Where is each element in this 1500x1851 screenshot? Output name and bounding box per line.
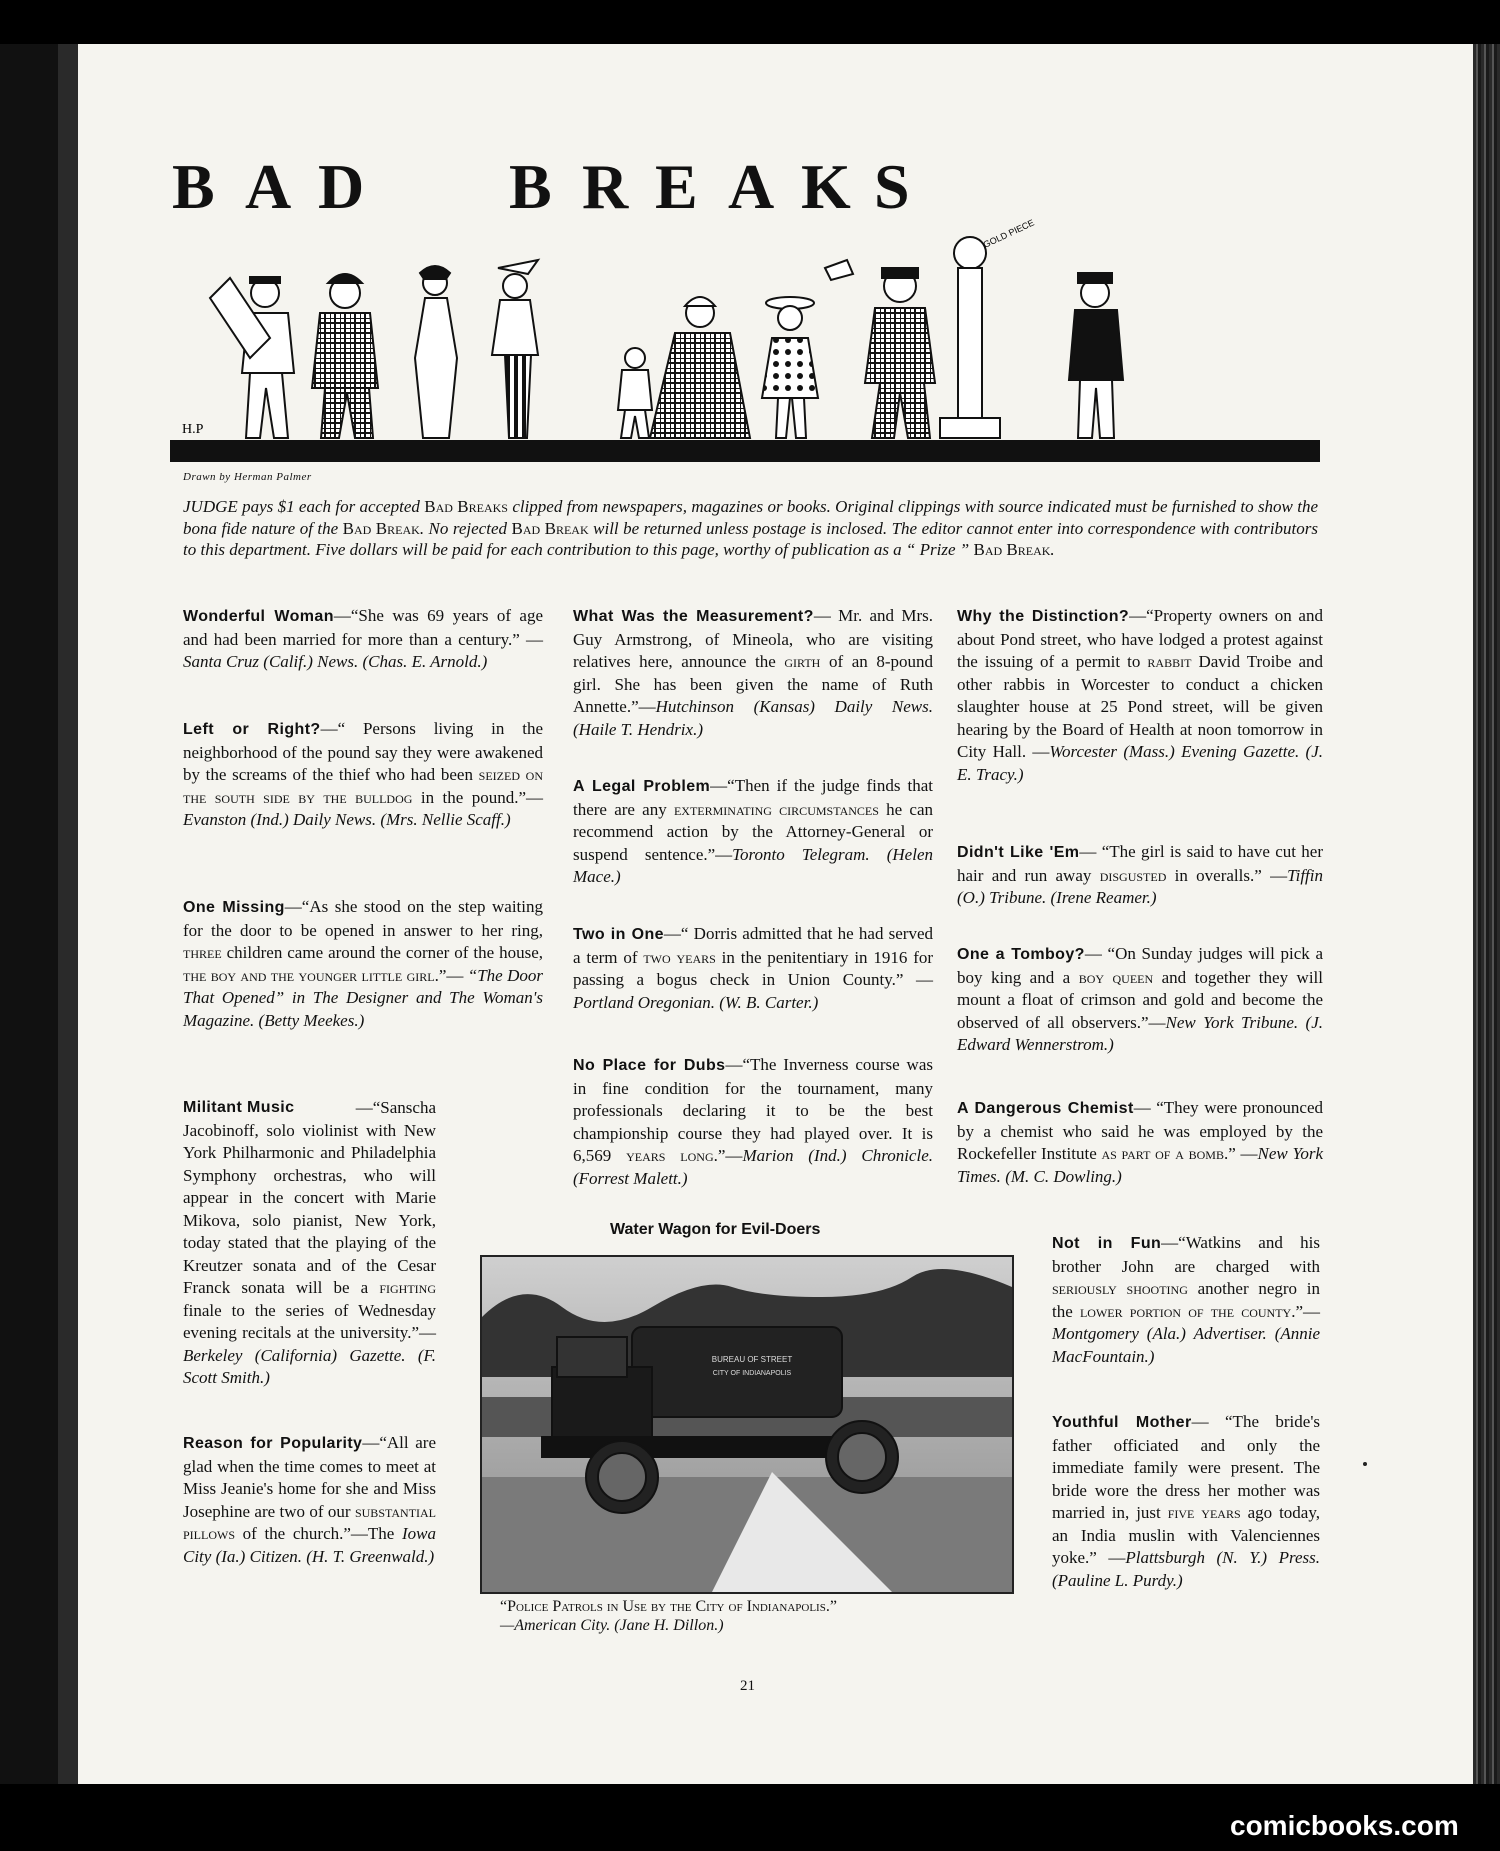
item-emphasis: rabbit	[1147, 652, 1192, 671]
item-source: Tiffin (O.) Tribune.	[957, 865, 1323, 907]
item-source: Hutchinson (Kansas) Daily News.	[655, 697, 933, 716]
book-binding-edge	[58, 44, 78, 1784]
item-source: New York Times.	[957, 1144, 1324, 1186]
item-body: he can recommend action by the Attorney-General or suspend sentence.”—	[573, 799, 934, 864]
item-emphasis: disgusted	[1099, 865, 1167, 885]
item-source: Montgomery (Ala.) Advertiser.	[1052, 1324, 1267, 1343]
item-contributor: (Forrest Malett.)	[573, 1168, 688, 1188]
item-heading: Why the Distinction?	[957, 608, 1130, 625]
item-emphasis: as part of a bomb.	[1101, 1144, 1229, 1163]
item-body: —“She was 69 years of age and had been married for more than a century.” —	[183, 606, 543, 649]
item-body: — “They were pronounced by a chemist who said he was employed by the Rockefeller Institute	[957, 1098, 1323, 1163]
intro-text: JUDGE pays $1 each for accepted	[183, 497, 420, 516]
bad-break-item	[183, 718, 543, 832]
item-body: — “On Sunday judges will pick a boy king and a	[957, 944, 1324, 987]
item-body: another negro in the	[1052, 1279, 1321, 1321]
item-body: of the church.”—The	[242, 1524, 395, 1543]
intro-bad-breaks: Bad Break	[511, 518, 589, 538]
item-heading: Youthful Mother	[1052, 1414, 1192, 1431]
item-body: finale to the series of Wednesday evening recitals at the university.”—	[183, 1300, 436, 1342]
header-cartoon-illustration	[170, 217, 1320, 463]
item-body: — “The bride's father officiated and only the immediate family were present. The bride wore the dress her mother was married in, just	[1052, 1412, 1320, 1522]
page-stack-edge	[1473, 44, 1500, 1784]
item-heading: One a Tomboy?	[957, 946, 1085, 963]
item-source: Plattsburgh (N. Y.) Press.	[1125, 1548, 1320, 1567]
item-body: in the pound.”—	[420, 787, 543, 807]
intro-bad-breaks: Bad Breaks	[424, 497, 508, 516]
item-body: ” —	[1228, 1144, 1258, 1163]
bad-break-item	[1052, 1232, 1320, 1368]
intro-bad-breaks: Bad Break	[342, 518, 420, 538]
item-emphasis: exterminating circumstances	[673, 799, 879, 819]
caption-contributor: (Jane H. Dillon.)	[614, 1617, 724, 1634]
item-emphasis: three	[183, 943, 222, 962]
intro-text: .	[1050, 540, 1055, 559]
item-body: —“Watkins and his brother John are charged with	[1052, 1233, 1320, 1276]
intro-bad-breaks: Bad Break	[973, 540, 1051, 559]
item-contributor: (F. Scott Smith.)	[183, 1345, 436, 1387]
item-emphasis: seized on the south side by the bulldog	[183, 765, 543, 807]
page-title	[172, 150, 1322, 224]
item-heading: Reason for Popularity	[183, 1435, 363, 1452]
item-contributor: (J. Edward Wennerstrom.)	[957, 1012, 1323, 1054]
title-letter: S	[874, 151, 910, 222]
item-heading: Didn't Like 'Em	[957, 844, 1080, 861]
title-letter: B	[172, 151, 215, 222]
item-contributor: (J. E. Tracy.)	[957, 742, 1323, 784]
item-emphasis: girth	[784, 652, 821, 671]
tank-lettering: CITY OF INDIANAPOLIS	[712, 1370, 792, 1377]
bad-break-item	[183, 1432, 436, 1568]
intro-text: . No rejected	[419, 518, 507, 538]
item-contributor: (Betty Meekes.)	[258, 1010, 365, 1030]
cartoon-figure-boy	[618, 348, 652, 438]
item-heading: One Missing	[183, 899, 285, 916]
item-contributor: (Haile T. Hendrix.)	[573, 719, 703, 739]
cartoon-weighing-scale	[940, 237, 1000, 438]
item-body: and together they will mount a float of crimson and gold and become the observed of all observers.”—	[957, 967, 1323, 1032]
item-emphasis: seriously shooting	[1052, 1279, 1188, 1298]
item-body: children came around the corner of the house,	[226, 943, 544, 962]
item-contributor: (Mrs. Nellie Scaff.)	[380, 810, 511, 829]
item-contributor: (Helen Mace.)	[573, 844, 933, 886]
item-heading: Two in One	[573, 926, 664, 943]
item-body: of an 8-pound girl. She has been given the name of Ruth Annette.”—	[573, 652, 934, 716]
item-source: Worcester (Mass.) Evening Gazette.	[1049, 742, 1300, 761]
intro-text: will be returned unless postage is inclosed. The editor cannot enter into correspondence with contributors to this department. Five dollars will be paid for each contribution to this page, worthy of publication as a “ Prize ”	[183, 518, 1319, 559]
title-letter: R	[582, 151, 629, 222]
cartoon-figure-man-at-scale	[825, 260, 935, 438]
item-heading: No Place for Dubs	[573, 1057, 726, 1074]
item-heading: What Was the Measurement?	[573, 608, 814, 625]
cartoon-sign-text: GOLD PIECE	[981, 217, 1036, 250]
intro-paragraph	[183, 496, 1318, 561]
page-number: 21	[740, 1678, 755, 1694]
item-emphasis: five years	[1167, 1503, 1241, 1522]
bad-break-item	[957, 943, 1323, 1057]
title-letter: A	[728, 151, 775, 222]
cartoon-signature: H.P	[182, 422, 204, 437]
item-body: —“Sanscha Jacobinoff, solo violinist with New York Philharmonic and Philadelphia Symphony orchestras, who will appear in the concert with Marie Mikova, solo pianist, New York, today stated that the playing of the Kreutzer sonata and of the Cesar Franck sonata will be a	[183, 1098, 436, 1297]
item-source: Iowa City (Ia.) Citizen.	[183, 1524, 437, 1566]
cartoon-figure-plaid-man	[312, 274, 378, 438]
cartoon-figure-woman-striped-skirt	[492, 260, 538, 438]
tank-lettering: BUREAU OF STREET	[711, 1355, 793, 1364]
bad-break-item	[1052, 1411, 1320, 1592]
item-body: —“ Dorris admitted that he had served a term of	[573, 924, 933, 967]
item-body: — “The girl is said to have cut her hair and run away	[957, 842, 1323, 885]
item-body: ”—	[1295, 1301, 1321, 1321]
bad-break-item	[957, 841, 1323, 910]
bad-break-item	[183, 1097, 436, 1415]
item-body: —“Property owners on and about Pond street, who have lodged a protest against the issuing of a permit to	[957, 606, 1323, 671]
cartoon-figure-old-woman	[650, 297, 750, 438]
bad-break-item	[183, 896, 543, 1032]
item-body: — Mr. and Mrs. Guy Armstrong, of Mineola, who are visiting relatives here, announce the	[573, 606, 933, 671]
illustration-credit: Drawn by Herman Palmer	[183, 471, 312, 483]
item-body: ”—	[438, 965, 464, 985]
item-heading: Militant Music	[183, 1099, 295, 1116]
bad-break-item	[573, 1054, 933, 1190]
item-body: —“The Inverness course was in fine condition for the tournament, many professionals declaring it to be the best championship course they had played over. It is 6,569	[573, 1055, 933, 1165]
bad-break-item	[183, 605, 543, 674]
cartoon-figure-girl-polka-dot	[762, 297, 818, 438]
item-source: Evanston (Ind.) Daily News.	[183, 810, 377, 829]
item-body: ”—	[717, 1146, 743, 1165]
cartoon-figure-policeman	[1069, 273, 1123, 438]
cartoon-figure-woman-white-dress	[415, 266, 457, 438]
title-letter: E	[655, 151, 698, 222]
item-emphasis: lower portion of the county.	[1079, 1301, 1296, 1321]
item-emphasis: boy queen	[1078, 967, 1154, 987]
item-body: ago today, an India muslin with Valenciennes yoke.” —	[1052, 1503, 1320, 1567]
bad-break-item	[573, 923, 933, 1014]
item-body: —“All are glad when the time comes to meet at Miss Jeanie's home for she and Miss Josephine are two of our	[183, 1433, 436, 1521]
item-heading: Wonderful Woman	[183, 608, 334, 625]
title-letter: B	[509, 151, 552, 222]
item-body: —“Then if the judge finds that there are any	[573, 776, 934, 819]
item-contributor: (M. C. Dowling.)	[1005, 1166, 1122, 1186]
bad-break-item	[573, 775, 933, 889]
item-source: “The Door That Opened” in The Designer and The Woman's Magazine.	[183, 965, 543, 1030]
item-emphasis: two years	[643, 947, 716, 967]
bad-break-item	[957, 605, 1323, 786]
item-heading: Left or Right?	[183, 721, 321, 738]
bad-break-item	[573, 605, 933, 741]
title-gap	[391, 150, 509, 224]
item-source: Marion (Ind.) Chronicle.	[742, 1146, 933, 1165]
watermark: comicbooks.com	[1230, 1810, 1459, 1841]
item-source: Portland Oregonian.	[573, 992, 715, 1012]
photo-caption	[500, 1597, 1020, 1635]
photo-title: Water Wagon for Evil-Doers	[610, 1221, 821, 1238]
item-body: —“As she stood on the step waiting for the door to be opened in answer to her ring,	[183, 897, 543, 940]
intro-text: clipped from newspapers, magazines or books. Original clippings with source indicated must be furnished to show the bona fide nature of the	[183, 497, 1318, 538]
item-contributor: (H. T. Greenwald.)	[306, 1546, 435, 1566]
item-heading: A Dangerous Chemist	[957, 1100, 1134, 1117]
caption-source: —American City.	[500, 1617, 611, 1634]
item-contributor: (Pauline L. Purdy.)	[1052, 1570, 1183, 1590]
item-emphasis: fighting	[379, 1278, 436, 1297]
item-source: New York Tribune.	[1165, 1012, 1299, 1032]
item-heading: Not in Fun	[1052, 1235, 1162, 1252]
item-body: in overalls.” —	[1174, 865, 1288, 885]
title-letter: A	[245, 151, 292, 222]
item-contributor: (Annie MacFountain.)	[1052, 1324, 1321, 1366]
item-emphasis: the boy and the younger little girl.	[183, 965, 439, 985]
item-source: Toronto Telegram.	[732, 844, 870, 864]
item-body: David Troibe and other rabbis in Worcester to conduct a chicken slaughter house at 25 Pond street, will be given hearing by the Board of Health at noon tomorrow in City Hall. —	[957, 652, 1324, 761]
item-emphasis: years long.	[626, 1146, 718, 1165]
title-letter: D	[318, 151, 365, 222]
water-wagon-photo	[480, 1255, 1014, 1594]
item-source: Santa Cruz (Calif.) News.	[183, 652, 359, 671]
cartoon-figure-sign-man	[210, 277, 294, 438]
bad-break-item	[957, 1097, 1323, 1188]
item-source: Berkeley (California) Gazette.	[183, 1345, 406, 1365]
item-body: in the penitentiary in 1916 for passing a bogus check in Union County.” —	[573, 947, 934, 989]
caption-text: “Police Patrols in Use by the City of Indianapolis.”	[500, 1598, 837, 1615]
ink-speck	[1363, 1462, 1367, 1466]
item-contributor: (W. B. Carter.)	[719, 992, 819, 1012]
item-contributor: (Irene Reamer.)	[1050, 888, 1157, 907]
item-body: —“ Persons living in the neighborhood of the pound say they were awakened by the screams of the thief who had been	[183, 719, 543, 784]
title-letter: K	[801, 151, 851, 222]
item-heading: A Legal Problem	[573, 778, 711, 795]
item-emphasis: substantial pillows	[183, 1501, 437, 1543]
item-contributor: (Chas. E. Arnold.)	[362, 652, 488, 671]
